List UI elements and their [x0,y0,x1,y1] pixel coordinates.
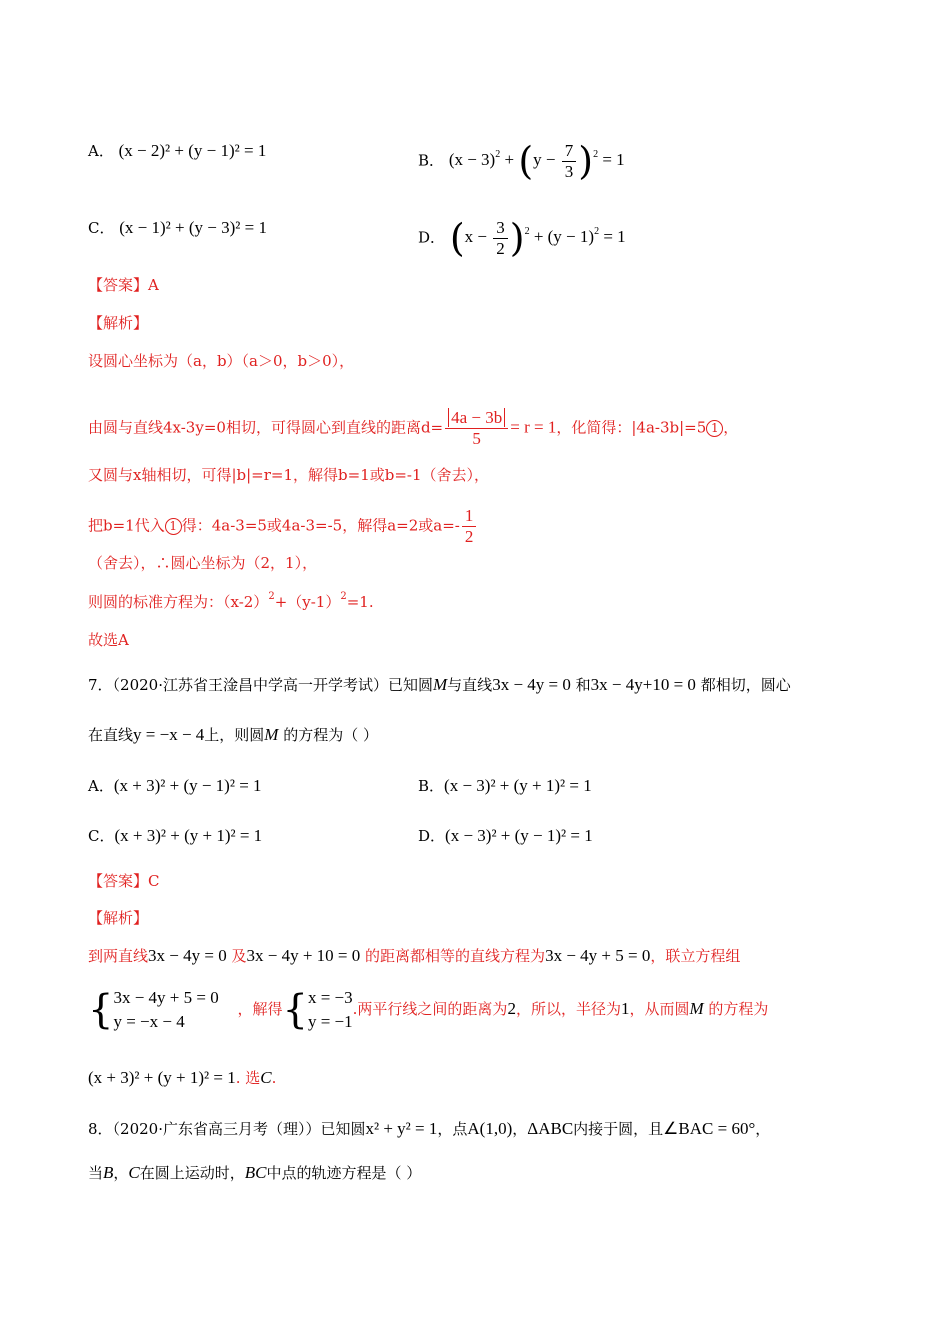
circled-one-symbol: 1 [706,420,723,437]
q7-stem-line-1 [88,675,791,695]
q6-solution-line-6 [88,592,374,612]
stem-text: 都相切，圆心 [700,676,791,694]
segment-bc: BC [244,1163,267,1182]
half-fraction [462,506,477,547]
q7-option-b[interactable] [418,776,592,796]
option-expression: (x + 3)² + (y − 1)² = 1 [113,776,262,795]
option-expression: (x − 3)² + (y + 1)² = 1 [444,776,592,795]
number: 2 [507,999,516,1018]
line-equation: 3x − 4y + 5 = 0 [545,946,651,965]
stem-text: 的方程为（ ） [283,726,379,744]
solution-text: .两平行线之间的距离为 [352,1000,508,1018]
solution-text: ，化简得：|4a-3b|=5 [556,418,707,437]
q7-option-a[interactable] [88,776,262,796]
option-letter: A． [88,142,114,160]
q6-solution-line-1: 设圆心坐标为（a，b）（a＞0，b＞0）， [88,352,355,370]
solution-text: 把b=1代入 [88,516,165,535]
fraction-denominator: 2 [464,527,474,546]
option-letter: B． [418,777,445,795]
q7-option-d[interactable] [418,826,593,846]
circle-name: M [264,725,279,744]
circled-one-symbol: 1 [165,518,182,535]
system-equation: y = −x − 4 [113,1012,185,1031]
option-letter: C． [88,827,115,845]
solution-text: 及 [231,947,247,965]
solution-text: ， [723,418,739,437]
equation-system [113,986,218,1034]
stem-text: 8．（2020·广东省高三月考（理））已知圆 [88,1120,366,1138]
stem-text: ， [512,1120,528,1138]
q8-stem-line-1 [88,1119,770,1139]
solution-text: . 选 [235,1069,261,1087]
solution-text: 的距离都相等的直线方程为 [365,947,546,965]
q6-option-d[interactable] [418,218,626,259]
line-equation: 3x − 4y = 0 [492,675,571,694]
superscript: 2 [340,591,347,602]
final-equation: (x + 3)² + (y + 1)² = 1 [88,1068,236,1087]
q7-stem-line-2 [88,725,378,745]
solution-text: ，联立方程组 [650,947,741,965]
line-equation: 3x − 4y+10 = 0 [590,675,696,694]
superscript: 2 [268,591,275,602]
q7-option-c[interactable] [88,826,262,846]
system-equation: y = −1 [307,1012,353,1031]
option-expression: (x − 1)² + (y − 3)² = 1 [119,218,267,237]
system-equation: x = −3 [307,988,353,1007]
solution-text: 则圆的标准方程为：（x-2） [88,593,269,611]
q6-solution-line-3: 又圆与x轴相切，可得|b|=r=1，解得b=1或b=-1（舍去）， [88,466,490,484]
q7-solution-line-1 [88,946,740,966]
option-expression: (x + 3)² + (y + 1)² = 1 [114,826,263,845]
solution-text: 到两直线 [88,947,149,965]
option-letter: D． [418,827,446,845]
point-a: A(1,0) [467,1119,513,1138]
solution-text: ，从而圆 [629,1000,690,1018]
stem-text: 和 [575,676,591,694]
q6-analysis-label: 【解析】 [88,314,149,332]
stem-text: 当 [88,1164,104,1182]
stem-text: 与直线 [447,676,493,694]
left-brace: { [88,987,114,1033]
line-equation: 3x − 4y + 10 = 0 [246,946,361,965]
stem-text: ，点 [437,1120,468,1138]
circle-name: M [689,999,704,1018]
option-letter: B． [418,151,445,170]
option-letter: C． [88,219,115,237]
stem-text: 内接于圆，且 [573,1120,664,1138]
number: 1 [620,999,630,1018]
point-b: B [103,1163,114,1182]
distance-fraction [445,408,508,449]
solution-math: = r = 1 [510,417,557,437]
line-equation: y = −x − 4 [133,725,205,744]
circle-equation: x² + y² = 1 [365,1119,438,1138]
stem-text: 中点的轨迹方程是（ ） [266,1164,422,1182]
q8-stem-line-2: 当B，C在圆上运动时，BC中点的轨迹方程是（ ） [88,1163,422,1182]
q6-solution-line-5: （舍去），∴圆心坐标为（2，1）， [88,554,318,572]
angle-expression: ∠BAC = 60° [663,1119,756,1138]
q7-solution-line-3 [88,1068,276,1088]
solution-text: 由圆与直线4x-3y=0相切，可得圆心到直线的距离d= [88,418,444,437]
option-expression: (x − 2)² + (y − 1)² = 1 [118,141,267,160]
option-letter: D． [418,228,446,247]
circle-name: M [433,675,448,694]
solution-text: ，所以，半径为 [515,1000,621,1018]
solution-system [308,986,353,1034]
stem-text: ， [755,1120,771,1138]
line-equation: 3x − 4y = 0 [148,946,227,965]
stem-text: 7．（2020·江苏省王淦昌中学高一开学考试）已知圆 [88,676,433,694]
solution-text: =1. [346,593,374,611]
fraction-numerator: 4a − 3b [448,408,505,427]
option-letter: A． [88,777,114,795]
option-expression: (x − $\frac{3}{2}$ )$^2 + (y - 1)^2 = 1$ [449,216,626,261]
q7-analysis-label: 【解析】 [88,909,149,927]
fraction-numerator: 1 [462,506,477,527]
q6-option-b[interactable] [418,141,625,182]
q6-solution-line-2 [88,408,738,449]
q6-solution-line-7: 故选A [88,631,129,649]
q7-solution-line-2 [88,986,768,1040]
solution-text: +（y-1） [274,593,341,611]
q6-option-a[interactable] [88,141,266,161]
q6-solution-line-4 [88,506,478,547]
solution-text: 的方程为 [708,1000,769,1018]
solution-text: 得：4a-3=5或4a-3=-5，解得a=2或a=- [181,516,460,535]
left-brace: { [282,987,308,1033]
point-c: C [128,1163,140,1182]
option-expression: $(x - 3)^2 + (y$ − $\frac{7}{3}$ )$^2$ = 1 [448,139,625,184]
stem-text: 在直线 [88,726,134,744]
choice-letter: C [260,1068,272,1087]
option-expression: (x − 3)² + (y − 1)² = 1 [445,826,593,845]
solution-text: . [271,1069,277,1087]
fraction-denominator: 5 [472,429,481,448]
solution-text: ，解得 [237,1000,283,1018]
triangle-name: ΔABC [527,1119,574,1138]
q6-answer: 【答案】A [88,276,159,294]
q7-answer: 【答案】C [88,872,160,890]
stem-text: 在圆上运动时， [139,1164,245,1182]
system-equation: 3x − 4y + 5 = 0 [113,988,219,1007]
stem-text: 上，则圆 [204,726,265,744]
q6-option-c[interactable] [88,218,267,238]
